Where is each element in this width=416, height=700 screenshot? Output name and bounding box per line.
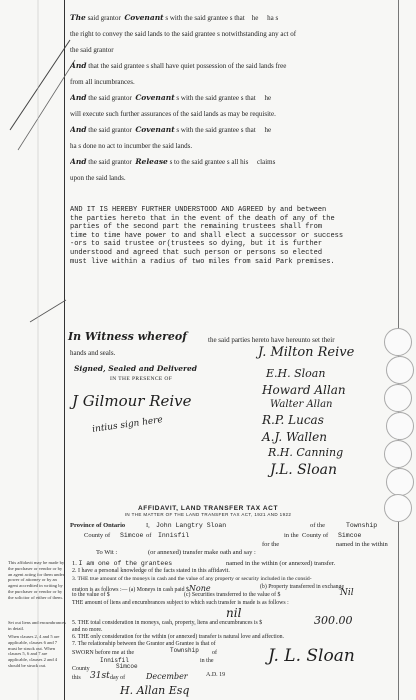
- of-label: of: [146, 532, 152, 539]
- para-3d: to the value of $: [72, 592, 110, 598]
- sworn-county-label: County: [72, 666, 90, 672]
- para-5: 5. THE total consideration in moneys, cash, property, liens and encumbrances is $: [72, 620, 263, 626]
- county-label: County of: [84, 532, 111, 539]
- para-3c: (b) Property transferred in exchange: [260, 584, 345, 590]
- seal-stamp: [384, 328, 412, 356]
- covenants-block: The said grantor Covenant s with the said grantee s that he ha s the right to convey the said lands to the said grantee s notwithstanding any act of the said grantor And that the said grantee s shall have quiet possession of the said lands free from all incumbrances. And the said grantor Covenant s with the said grantee s that he will execute such further assurances of the said lands as may be requisite. And the said grantor Covenant s with the said grantee s that he ha s done no act to incumber the said lands. And the said grantor Release s to the said grantee s all his claims upon the said lands.: [70, 13, 297, 182]
- cash-value: None: [188, 584, 211, 593]
- party-signature: A.J. Wallen: [262, 430, 327, 444]
- witness-text-2: hands and seals.: [70, 349, 116, 357]
- party-signature: J.L. Sloan: [270, 462, 338, 478]
- to-wit-tail: (or annexed) transfer make oath and say :: [148, 549, 256, 556]
- para-4: THE amount of liens and encumbrances subject to which such transfer is made is as follows :: [72, 600, 289, 606]
- sworn-label: SWORN before me at the: [72, 650, 134, 656]
- para-5b: and no more.: [72, 627, 103, 633]
- county-value: Simcoe: [120, 532, 144, 539]
- witness-note: intius sign here: [91, 415, 164, 435]
- ad-label: A.D. 19: [206, 672, 226, 678]
- seal-stamp: [384, 440, 412, 468]
- sworn-day: 31st: [90, 671, 110, 681]
- deed-page: The said grantor Covenant s with the said grantee s that he ha s the right to convey the said lands to the said grantee s notwithstanding any act of the said grantor And that the said grantee s shall have quiet possession of the said lands free from all incumbrances. And the said grantor Covenant s with the said grantee s that he will execute such further assurances of the said lands as may be requisite. And the said grantor Covenant s with the said grantee s that he ha s done no act to incumber the said lands. And the said grantor Release s to the said grantee s all his claims upon the said lands. AND IT IS HEREBY FURTHER UNDERSTOOD AND AGREED by and between the parties hereto that in the event of the death of any of the parties of the second part the remaining trustees shall from time to time have power to and shall elect a successor or success -ors to said trustee or(trustees so dying, but it is further understood and agreed that such person or persons so elected must live within a radius of two miles from said Park premises. In Witness whereof the said parties hereto have hereunto set their hands and seals. Signed, Sealed and Delivered IN THE PRESENCE OF J Gilmour Reive intius sign here J. Milton Reive E.H. Sloan Howard Allan Walter Allan R.P. Lucas A.J. Wallen R.H. Canning J.L. Sloan AFFIDAVIT, LAND TRANSFER TAX ACT IN THE MATTER OF THE LAND TRANSFER TAX ACT, 1921 AND 1922 Province of Ontario County of Simcoe I, John Langtry Sloan of the Township of Innisfil in the County of Simcoe for the named in the within To Wit : (or annexed) transfer make oath and say : 1. I am one of the grantees named in the within (or annexed) transfer. 2. I have a personal knowledge of the facts stated in this affidavit. 3. THE true amount of the moneys in cash and the value of any property or security included in the consid- eration is as follows :— (a) Moneys in cash paid $None (b) Property transferred in exchange to the value of $ (c) Securities transferred to the value of $ Nil THE amount of liens and encumbrances subject to which such transfer is made is as follows : nil 5. THE total consideration in moneys, cash, property, liens and encumbrances is $ 300.00 and no more. 6. THE only consideration for the within (or annexed) transfer is natural love and affection. 7. The relationship between the Grantor and Grantee is that of SWORN before me at the Township of Innisfil in the County Simcoe this 31st day of December A.D. 19 H. Allan Esq J. L. Sloan This affidavit may be made by the purchaser or vendor or by an agent acting for them under power of attorney or by an agent accredited in writing by the purchaser or vendor or by the solicitor of either of them. Set out liens and encumbrances in detail. When clauses 2, 4 and 5 are applicable, clauses 6 and 7 must be struck out. When clauses 5, 6 and 7 are applicable, clauses 2 and 4 should be struck out.: [0, 0, 416, 700]
- province: Province of Ontario: [70, 522, 126, 529]
- party-signature: J. Milton Reive: [258, 345, 355, 360]
- county-value-2: Simcoe: [338, 532, 362, 539]
- para-2: 2. I have a personal knowledge of the facts stated in this affidavit.: [72, 568, 230, 574]
- affiant-signature: J. L. Sloan: [268, 646, 355, 666]
- typed-clause: AND IT IS HEREBY FURTHER UNDERSTOOD AND AGREED by and between the parties hereto that in the event of the death of any of the parties of the second part the remaining trustees shall from time to time have power to and shall elect a successor or success -ors to said trustee or(trustees so dying, but it is further understood and agreed that such person or persons so elected must live within a radius of two miles from said Park premises.: [70, 206, 344, 266]
- sworn-county: Simcoe: [116, 663, 138, 670]
- sworn-month: December: [146, 672, 188, 681]
- para-1-tail: named in the within (or annexed) transfer.: [226, 560, 336, 567]
- party-signature: E.H. Sloan: [266, 367, 326, 380]
- for-the-label: for the: [262, 541, 280, 548]
- witness-signature: J Gilmour Reive: [72, 392, 192, 410]
- para-6: 6. THE only consideration for the within (or annexed) transfer is natural love and affection.: [72, 634, 284, 640]
- seal-stamp: [384, 384, 412, 412]
- affidavit-title: AFFIDAVIT, LAND TRANSFER TAX ACT: [137, 505, 279, 512]
- witness-text: the said parties hereto have hereunto set their: [208, 336, 335, 344]
- day-of-label: day of: [110, 675, 126, 681]
- sworn-place: Innisfil: [100, 657, 129, 664]
- affiant-name: John Langtry Sloan: [156, 522, 227, 529]
- seal-stamp: [386, 412, 414, 440]
- margin-note-clauses: When clauses 2, 4 and 5 are applicable, clauses 6 and 7 must be struck out. When clauses 5, 6 and 7 are applicable, clauses 2 and 4 should be struck out.: [8, 634, 60, 668]
- para-3: 3. THE true amount of the moneys in cash and the value of any property or security included in the consid-: [72, 576, 312, 582]
- para-3b: eration is as follows :— (a) Moneys in cash paid $: [72, 587, 189, 593]
- township-name: Innisfil: [158, 532, 190, 539]
- margin-note: This affidavit may be made by the purchaser or vendor or by an agent acting for them under power of attorney or by an agent accredited in writing by the purchaser or vendor or by the solicitor of either of them.: [8, 560, 65, 600]
- to-wit: To Wit :: [96, 549, 118, 556]
- securities-value: Nil: [340, 588, 354, 598]
- sworn-township: Township: [170, 647, 199, 654]
- affidavit-header: [0, 505, 416, 517]
- i-label: I,: [146, 522, 150, 529]
- margin-note-liens: Set out liens and encumbrances in detail.: [8, 620, 66, 631]
- para-3d-tail: (c) Securities transferred to the value of $: [184, 592, 281, 598]
- in-the-label: in the: [284, 532, 299, 539]
- witness-heading: In Witness whereof: [68, 330, 187, 343]
- party-signature: Walter Allan: [270, 399, 333, 410]
- signed-sealed-delivered: Signed, Sealed and Delivered: [74, 364, 197, 373]
- commissioner-signature: H. Allan Esq: [120, 684, 190, 697]
- party-signature: R.P. Lucas: [262, 413, 324, 427]
- seal-stamp: [386, 356, 414, 384]
- party-signature: Howard Allan: [262, 383, 346, 397]
- township-label: Township: [346, 522, 378, 529]
- seal-stamp: [386, 468, 414, 496]
- para-1: I am one of the grantees: [78, 560, 173, 567]
- para-7: 7. The relationship between the Grantor and Grantee is that of: [72, 641, 216, 647]
- total-value: 300.00: [314, 614, 353, 627]
- county-of-label: County of: [302, 532, 329, 539]
- sworn-in: in the: [200, 658, 214, 664]
- sworn-of: of: [212, 650, 217, 656]
- this-label: this: [72, 675, 81, 681]
- liens-value: nil: [226, 606, 242, 620]
- affidavit-subtitle: IN THE MATTER OF THE LAND TRANSFER TAX ACT, 1921 AND 1922: [124, 512, 292, 517]
- of-the-label: of the: [310, 522, 325, 529]
- named-within: named in the within: [336, 541, 388, 548]
- party-signature: R.H. Canning: [268, 446, 344, 459]
- in-presence-of: IN THE PRESENCE OF: [110, 376, 173, 382]
